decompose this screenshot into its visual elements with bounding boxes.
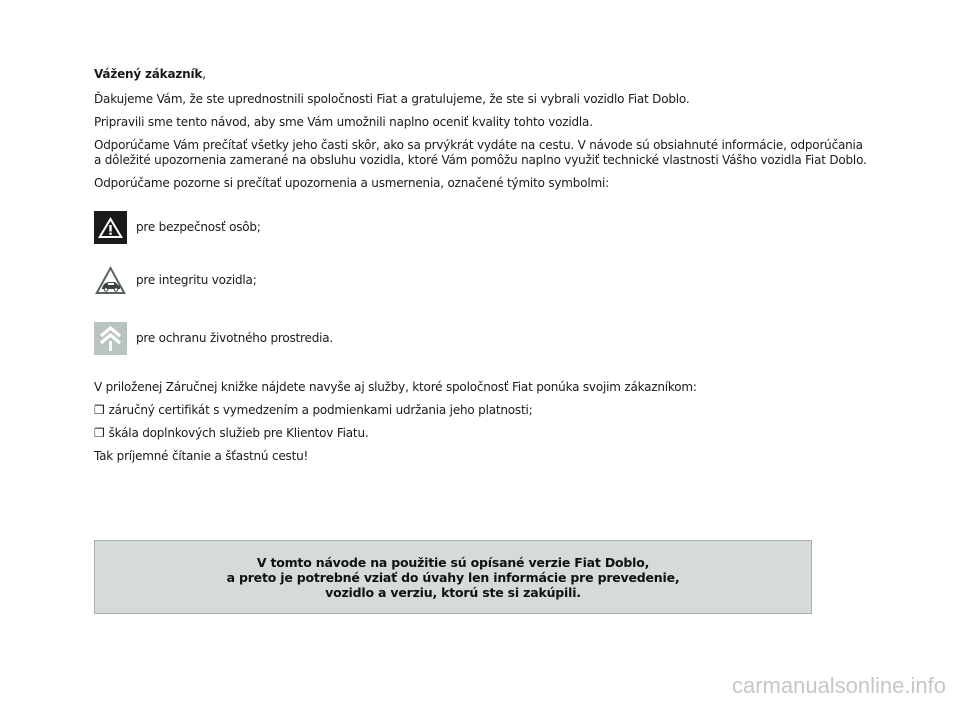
symbol-row-environment [94,321,333,355]
greeting-title: Vážený zákazník [94,67,203,81]
symbol-label-safety: pre bezpečnosť osôb; [136,219,261,234]
environment-arrows-icon [94,322,127,355]
car-integrity-icon [94,264,127,297]
paragraph-recommend-line1: Odporúčame Vám prečítať všetky jeho časti skôr, ako sa prvýkrát vydáte na cestu. V návode sú obsiahnuté informácie, odporúčania [94,138,863,152]
list-item-text: škála doplnkových služieb pre Klientov Fiatu. [108,426,369,440]
greeting [94,67,824,82]
list-item-text: záručný certifikát s vymedzením a podmienkami udržania jeho platnosti; [108,403,533,417]
warranty-intro: V priloženej Záručnej knižke nájdete navyše aj služby, ktoré spoločnosť Fiat ponúka svojim zákazníkom: [94,380,697,394]
watermark: carmanualsonline.info [731,673,946,698]
note-line-2: a preto je potrebné vziať do úvahy len informácie pre prevedenie, [226,569,680,585]
paragraph-prepared: Pripravili sme tento návod, aby sme Vám umožnili naplno oceniť kvality tohto vozidla. [94,115,593,129]
paragraph-thanks: Ďakujeme Vám, že ste uprednostnili spoločnosti Fiat a gratulujeme, že ste si vybrali vozidlo Fiat Doblo. [94,92,690,106]
symbol-row-safety [94,210,261,244]
paragraph-symbols-intro: Odporúčame pozorne si prečítať upozornenia a usmernenia, označené týmito symbolmi: [94,176,609,190]
paragraph-recommend-line2: a dôležité upozornenia zamerané na obsluhu vozidla, ktoré Vám pomôžu naplno využiť technické vlastnosti Vášho vozidla Fiat Doblo. [94,153,867,167]
greeting-punct: , [202,67,206,81]
checkbox-bullet-icon: ❒ [94,426,105,440]
list-item [94,403,824,418]
symbol-label-vehicle: pre integritu vozidla; [136,272,257,287]
list-item [94,426,824,441]
closing-text: Tak príjemné čítanie a šťastnú cestu! [94,449,309,463]
symbol-label-environment: pre ochranu životného prostredia. [136,330,334,345]
warning-triangle-icon [94,211,127,244]
note-line-1: V tomto návode na použitie sú opísané verzie Fiat Doblo, [256,554,650,570]
symbol-row-vehicle [94,263,257,297]
version-note-text [227,555,680,600]
version-note-box [94,540,812,614]
checkbox-bullet-icon: ❒ [94,403,105,417]
note-line-3: vozidlo a verziu, ktorú ste si zakúpili. [325,584,581,600]
